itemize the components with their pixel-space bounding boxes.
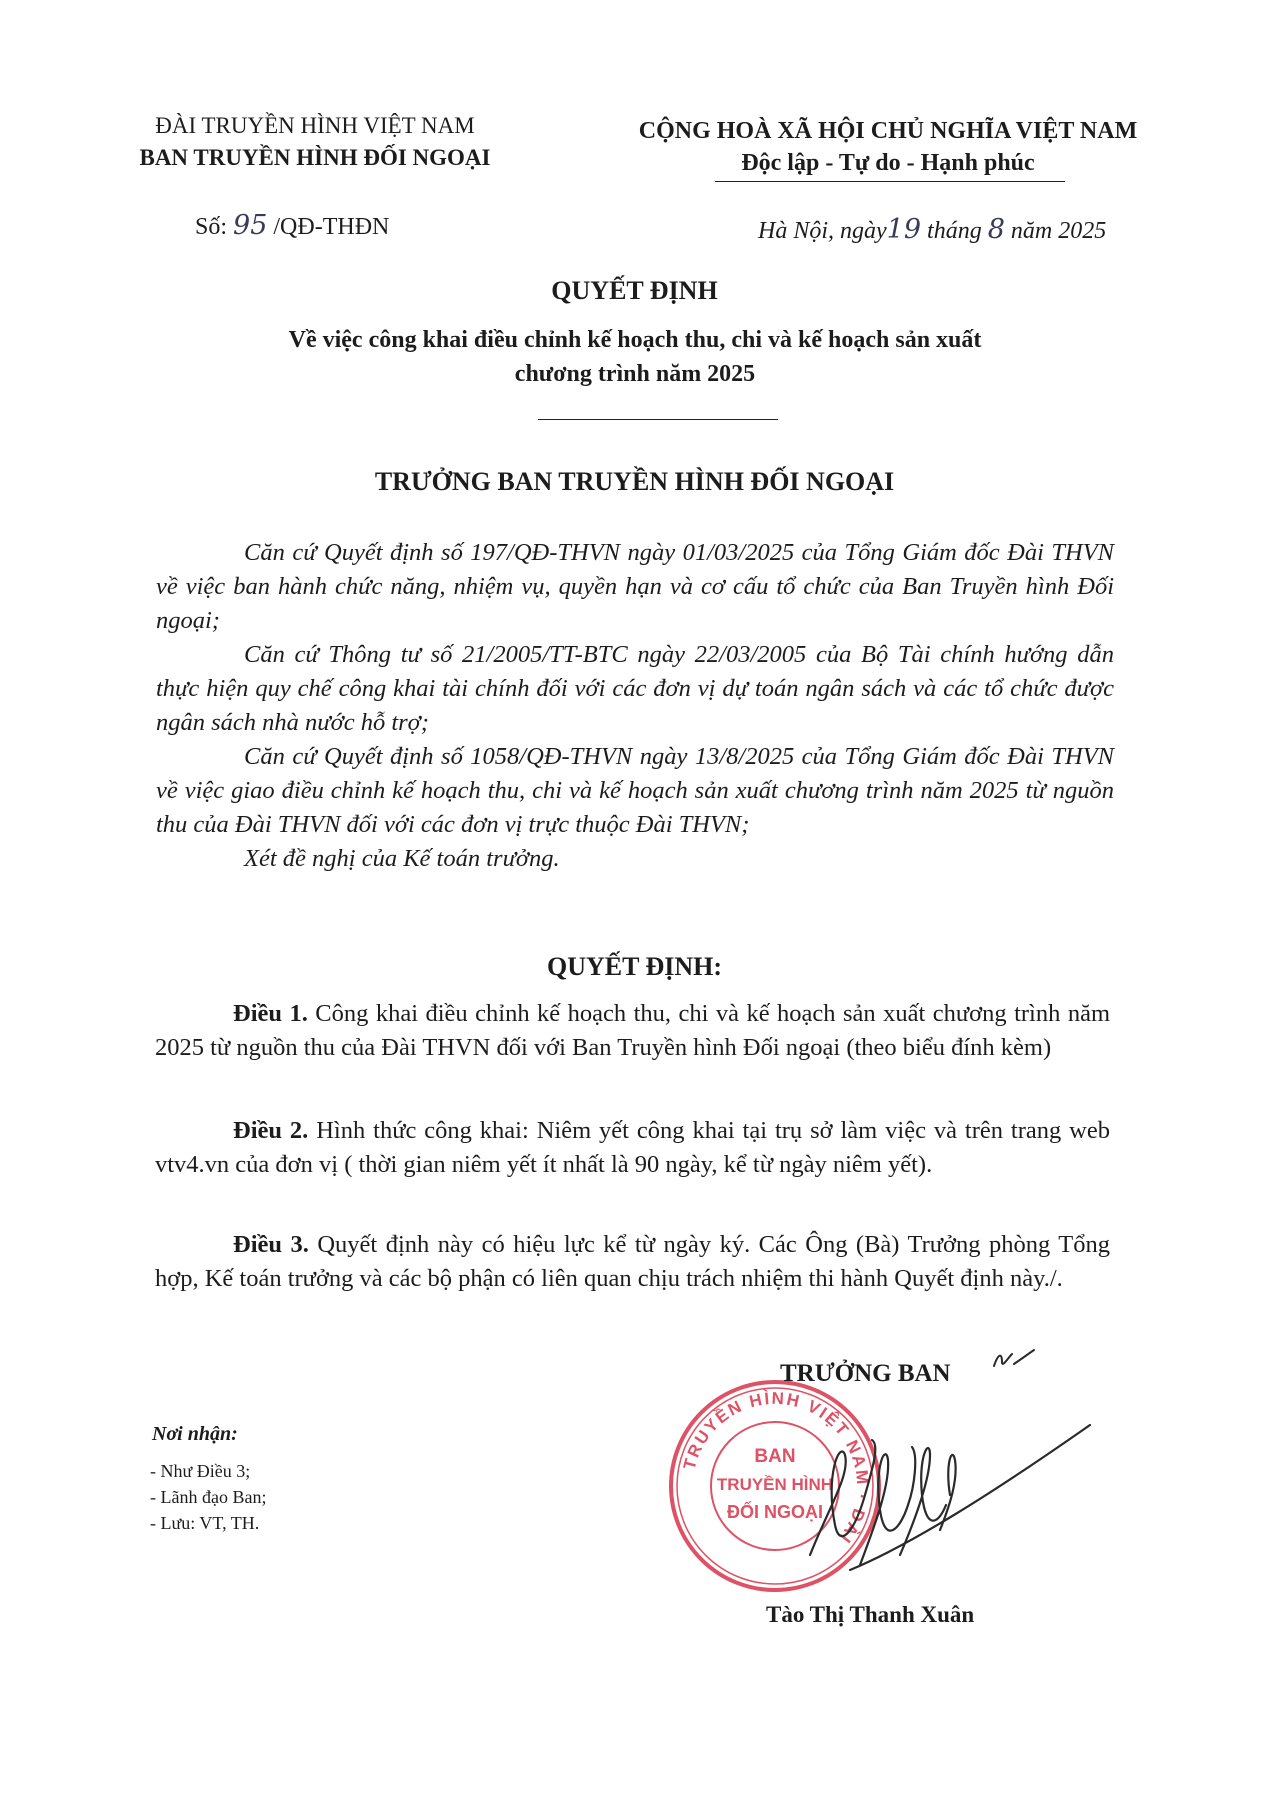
article-text: Quyết định này có hiệu lực kể từ ngày ký. Các Ông (Bà) Trưởng phòng Tổng hợp, Kế toán trưởng và các bộ phận có liên quan chịu trách nhiệm thi hành Quyết định này./.: [155, 1231, 1110, 1292]
article-label: Điều 2.: [233, 1117, 309, 1144]
doc-number-prefix: Số:: [195, 214, 234, 240]
signatory-name: Tào Thị Thanh Xuân: [766, 1602, 975, 1627]
country-name: CỘNG HOÀ XÃ HỘI CHỦ NGHĨA VIỆT NAM: [638, 118, 1138, 144]
basis-item: Xét đề nghị của Kế toán trưởng.: [244, 845, 560, 872]
issue-date: [758, 214, 1106, 245]
article-text: Công khai điều chỉnh kế hoạch thu, chi và kế hoạch sản xuất chương trình năm 2025 từ nguồn thu của Đài THVN đối với Ban Truyền hình Đối ngoại (theo biểu đính kèm): [155, 1000, 1110, 1061]
document-number: [195, 210, 389, 241]
doc-number-suffix: /QĐ-THĐN: [267, 214, 390, 240]
title-divider: [538, 419, 778, 420]
basis-item: Căn cứ Thông tư số 21/2005/TT-BTC ngày 22/03/2005 của Bộ Tài chính hướng dẫn thực hiện quy chế công khai tài chính đối với các đơn vị dự toán ngân sách và các tổ chức được ngân sách nhà nước hỗ trợ;: [156, 641, 1114, 736]
recipients-list: [150, 1458, 266, 1536]
article-text: Hình thức công khai: Niêm yết công khai tại trụ sở làm việc và trên trang web vtv4.vn của đơn vị ( thời gian niêm yết ít nhất là 90 ngày, kể từ ngày niêm yết).: [155, 1117, 1110, 1178]
date-month-label: tháng: [927, 218, 982, 244]
signatory-position: TRƯỞNG BAN: [780, 1360, 951, 1387]
issuing-organization: [95, 110, 535, 174]
decision-heading: QUYẾT ĐỊNH:: [546, 952, 723, 981]
date-place: Hà Nội, ngày: [758, 218, 887, 244]
date-month-handwritten: 8: [987, 214, 1005, 245]
motto-text: Độc lập - Tự do - Hạnh phúc: [741, 150, 1035, 176]
basis-item: Căn cứ Quyết định số 197/QĐ-THVN ngày 01/03/2025 của Tổng Giám đốc Đài THVN về việc ban hành chức năng, nhiệm vụ, quyền hạn và cơ cấu tổ chức của Ban Truyền hình Đối ngoại;: [156, 539, 1114, 634]
article-1: [155, 997, 1110, 1065]
svg-text:TRUYỀN HÌNH: TRUYỀN HÌNH: [716, 1475, 834, 1494]
document-subject: [200, 323, 1070, 391]
basis-item: Căn cứ Quyết định số 1058/QĐ-THVN ngày 13/8/2025 của Tổng Giám đốc Đài THVN về việc giao điều chỉnh kế hoạch thu, chi và kế hoạch sản xuất chương trình năm 2025 từ nguồn thu của Đài THVN đối với các đơn vị trực thuộc Đài THVN;: [156, 743, 1114, 838]
article-label: Điều 1.: [233, 1000, 308, 1027]
initials-mark: [990, 1344, 1040, 1374]
document-title: QUYẾT ĐỊNH: [551, 276, 718, 305]
recipient-item: - Lưu: VT, TH.: [150, 1513, 260, 1533]
motto-underline: [715, 181, 1065, 182]
subject-line-1: Về việc công khai điều chỉnh kế hoạch thu, chi và kế hoạch sản xuất: [288, 327, 982, 353]
article-2: [155, 1114, 1110, 1182]
issuing-authority: TRƯỞNG BAN TRUYỀN HÌNH ĐỐI NGOẠI: [374, 467, 895, 496]
org-unit: BAN TRUYỀN HÌNH ĐỐI NGOẠI: [139, 145, 491, 170]
recipient-item: - Lãnh đạo Ban;: [150, 1487, 267, 1507]
svg-text:TRUYỀN HÌNH VIỆT NAM · ĐÀI: TRUYỀN HÌNH VIỆT NAM · ĐÀI: [679, 1388, 873, 1548]
svg-text:ĐỐI NGOẠI: ĐỐI NGOẠI: [726, 1502, 824, 1522]
national-motto: [741, 147, 1034, 179]
article-3: [155, 1228, 1110, 1296]
handwritten-signature: [790, 1355, 1100, 1605]
recipients-title: Nơi nhận:: [152, 1423, 238, 1445]
article-label: Điều 3.: [233, 1231, 309, 1258]
date-year-label: năm 2025: [1010, 218, 1107, 244]
svg-text:BAN: BAN: [754, 1446, 796, 1467]
subject-line-2: chương trình năm 2025: [514, 361, 756, 387]
org-parent: ĐÀI TRUYỀN HÌNH VIỆT NAM: [155, 113, 475, 138]
legal-basis: [156, 536, 1114, 876]
recipient-item: - Như Điều 3;: [150, 1461, 251, 1481]
date-day-handwritten: 19: [886, 214, 922, 245]
doc-number-handwritten: 95: [233, 210, 268, 241]
national-heading: [578, 115, 1198, 179]
